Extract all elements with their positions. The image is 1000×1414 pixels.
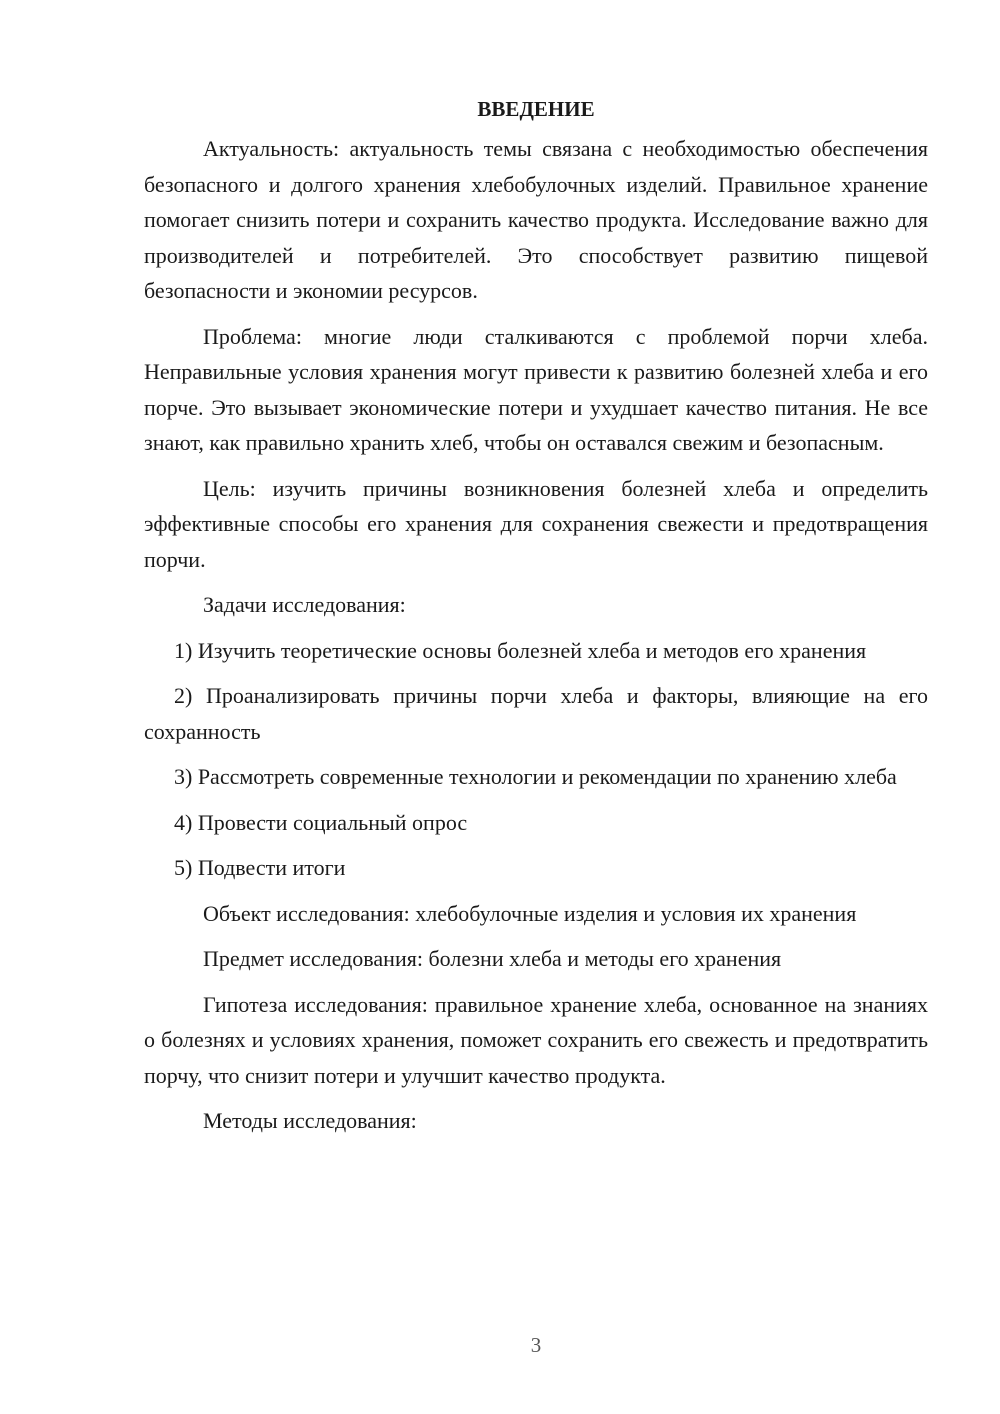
task-item-2: 2) Проанализировать причины порчи хлеба и факторы, влияющие на его сохранность bbox=[144, 683, 928, 744]
task-item-3: 3) Рассмотреть современные технологии и рекомендации по хранению хлеба bbox=[174, 764, 897, 789]
methods-heading: Методы исследования: bbox=[203, 1108, 417, 1133]
page-content bbox=[144, 92, 928, 1149]
task-item-5: 5) Подвести итоги bbox=[174, 855, 346, 880]
object-paragraph: Объект исследования: хлебобулочные изделия и условия их хранения bbox=[203, 900, 857, 926]
task-item-4: 4) Провести социальный опрос bbox=[174, 809, 468, 835]
goal-paragraph: Цель: изучить причины возникновения болезней хлеба и определить эффективные способы его хранения для сохранения свежести и предотвращения порчи. bbox=[144, 475, 928, 572]
subject-paragraph: Предмет исследования: болезни хлеба и методы его хранения bbox=[203, 946, 782, 971]
page-number: 3 bbox=[530, 1333, 542, 1357]
hypothesis-paragraph: Гипотеза исследования: правильное хранение хлеба, основанное на знаниях о болезнях и условиях хранения, поможет сохранить его свежесть и предотвратить порчу, что снизит потери и улучшит качество продукта. bbox=[144, 991, 928, 1088]
relevance-paragraph: Актуальность: актуальность темы связана с необходимостью обеспечения безопасного и долгого хранения хлебобулочных изделий. Правильное хранение помогает снизить потери и сохранить качество продукта. Исследование важно для производителей и потребителей. Это способствует развитию пищевой безопасности и экономии ресурсов. bbox=[144, 136, 928, 303]
section-title: ВВЕДЕНИЕ bbox=[477, 97, 595, 121]
task-item-1: 1) Изучить теоретические основы болезней хлеба и методов его хранения bbox=[174, 637, 867, 663]
tasks-heading: Задачи исследования: bbox=[203, 592, 406, 617]
problem-paragraph: Проблема: многие люди сталкиваются с проблемой порчи хлеба. Неправильные условия хранения могут привести к развитию болезней хлеба и его порче. Это вызывает экономические потери и ухудшает качество питания. Не все знают, как правильно хранить хлеб, чтобы он оставался свежим и безопасным. bbox=[144, 323, 928, 455]
